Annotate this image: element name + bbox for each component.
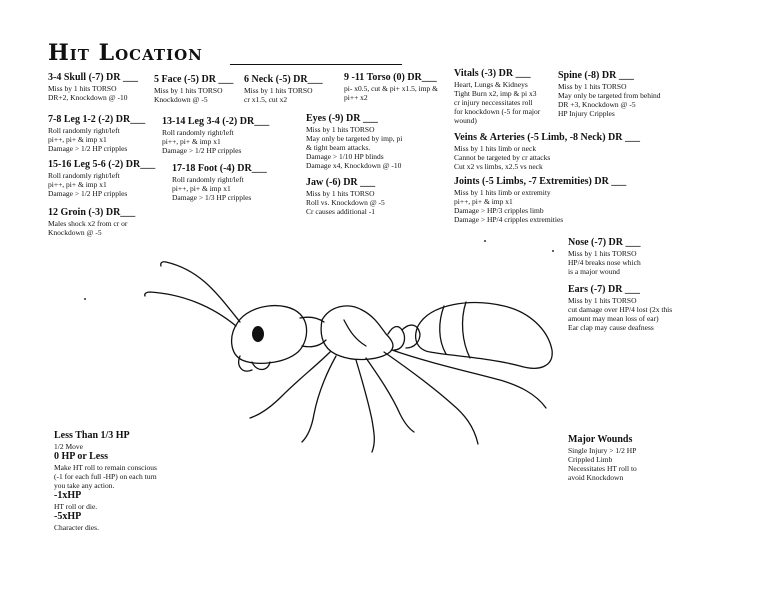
vitals-line: Tight Burn x2, imp & pi x3 [454, 89, 537, 98]
veins-line: Cannot be targeted by cr attacks [454, 153, 551, 162]
page-title: Hit Location [48, 40, 203, 66]
eyes-line: & tight beam attacks. [306, 143, 371, 152]
ears-line: Miss by 1 hits TORSO [568, 296, 637, 305]
torso-line: pi- x0.5, cut & pi+ x1.5, imp & [344, 84, 439, 93]
ant-leg [250, 352, 330, 418]
hp-zero-line: (-1 for each full -HP) on each turn [54, 472, 157, 481]
ears-line: Ear clap may cause deafness [568, 323, 654, 332]
leg34-heading: 13-14 Leg 3-4 (-2) DR___ [162, 116, 270, 127]
ears-heading: Ears (-7) DR ___ [568, 284, 640, 295]
spine-line: Miss by 1 hits TORSO [558, 82, 627, 91]
jaw-line: Cr causes additional -1 [306, 207, 375, 216]
leg12-heading: 7-8 Leg 1-2 (-2) DR___ [48, 114, 146, 125]
joints-line: Damage > HP/4 cripples extremities [454, 215, 564, 224]
joints-heading: Joints (-5 Limbs, -7 Extremities) DR ___ [454, 176, 627, 187]
nose-line: Miss by 1 hits TORSO [568, 249, 637, 258]
vitals-line: for knockdown (-5 for major [454, 107, 541, 116]
jaw-line: Roll vs. Knockdown @ -5 [306, 198, 385, 207]
jaw-heading: Jaw (-6) DR ___ [306, 177, 376, 188]
groin-line: Knockdown @ -5 [48, 228, 102, 237]
spine-line: DR +3, Knockdown @ -5 [558, 100, 636, 109]
eyes-heading: Eyes (-9) DR ___ [306, 113, 378, 124]
veins-line: Miss by 1 hits limb or neck [454, 144, 537, 153]
ant-leg [384, 352, 478, 444]
skull-line: DR+2, Knockdown @ -10 [48, 93, 128, 102]
hp-less-third-heading: Less Than 1/3 HP [54, 430, 130, 441]
spine-heading: Spine (-8) DR ___ [558, 70, 634, 81]
leg12-line: Roll randomly right/left [48, 126, 120, 135]
vitals-heading: Vitals (-3) DR ___ [454, 68, 531, 79]
neck-line: cr x1.5, cut x2 [244, 95, 288, 104]
hp-zero-heading: 0 HP or Less [54, 451, 108, 462]
hp-minus1-heading: -1xHP [54, 490, 82, 501]
ant-leg [366, 358, 414, 432]
ant-leg [356, 360, 374, 452]
ant-antenna [145, 292, 236, 326]
vitals-line: cr injury neccessitates roll [454, 98, 533, 107]
leg34-line: Damage > 1/2 HP cripples [162, 146, 242, 155]
vitals-line: Heart, Lungs & Kidneys [454, 80, 528, 89]
ant-thorax-seam [344, 320, 366, 346]
vitals-line: wound) [454, 116, 477, 125]
ant-gaster [416, 303, 553, 369]
foot-line: Roll randomly right/left [172, 175, 244, 184]
hp-minus1-line: HT roll or die. [54, 502, 98, 511]
major-wounds-line: Necessitates HT roll to [568, 464, 637, 473]
groin-heading: 12 Groin (-3) DR___ [48, 207, 136, 218]
leg34-line: Roll randomly right/left [162, 128, 234, 137]
ant-gaster-band [440, 306, 446, 354]
joints-line: Damage > HP/3 cripples limb [454, 206, 544, 215]
veins-line: Cut x2 vs limbs, x2.5 vs neck [454, 162, 543, 171]
hp-zero-line: you take any action. [54, 481, 115, 490]
neck-line: Miss by 1 hits TORSO [244, 86, 313, 95]
eyes-line: Miss by 1 hits TORSO [306, 125, 375, 134]
leg56-line: Damage > 1/2 HP cripples [48, 189, 128, 198]
nose-line: is a major wound [568, 267, 620, 276]
face-heading: 5 Face (-5) DR ___ [154, 74, 234, 85]
ant-eye [252, 326, 264, 342]
major-wounds-line: Crippled Limb [568, 455, 613, 464]
veins-heading: Veins & Arteries (-5 Limb, -8 Neck) DR ___ [454, 132, 640, 143]
foot-line: pi++, pi+ & imp x1 [172, 184, 231, 193]
ant-gaster-band [463, 302, 470, 358]
major-wounds-heading: Major Wounds [568, 434, 633, 445]
ant-thorax [321, 306, 393, 360]
ears-line: amount may mean loss of ear) [568, 314, 659, 323]
spine-line: HP Injury Cripples [558, 109, 615, 118]
nose-heading: Nose (-7) DR ___ [568, 237, 641, 248]
neck-heading: 6 Neck (-5) DR___ [244, 74, 323, 85]
leg12-line: Damage > 1/2 HP cripples [48, 144, 128, 153]
skull-heading: 3-4 Skull (-7) DR ___ [48, 72, 139, 83]
ant-antenna [161, 262, 240, 322]
face-line: Miss by 1 hits TORSO [154, 86, 223, 95]
hp-minus5-line: Character dies. [54, 523, 99, 532]
leg56-line: pi++, pi+ & imp x1 [48, 180, 107, 189]
joints-line: pi++, pi+ & imp x1 [454, 197, 513, 206]
torso-line: pi++ x2 [344, 93, 368, 102]
ant-leg [302, 356, 336, 442]
ant-mandible [239, 356, 252, 371]
ant-head [232, 306, 307, 364]
hp-less-third-line: 1/2 Move [54, 442, 83, 451]
hp-minus5-heading: -5xHP [54, 511, 82, 522]
joints-line: Miss by 1 hits limb or extremity [454, 188, 551, 197]
leg56-line: Roll randomly right/left [48, 171, 120, 180]
spine-line: May only be targeted from behind [558, 91, 661, 100]
ant-leg [392, 350, 546, 408]
ears-line: cut damage over HP/4 lost (2x this [568, 305, 673, 314]
eyes-line: Damage > 1/10 HP blinds [306, 152, 384, 161]
leg12-line: pi++, pi+ & imp x1 [48, 135, 107, 144]
foot-heading: 17-18 Foot (-4) DR___ [172, 163, 267, 174]
jaw-line: Miss by 1 hits TORSO [306, 189, 375, 198]
eyes-line: Damage x4, Knockdown @ -10 [306, 161, 402, 170]
leg34-line: pi++, pi+ & imp x1 [162, 137, 221, 146]
skull-line: Miss by 1 hits TORSO [48, 84, 117, 93]
nose-line: HP/4 breaks nose which [568, 258, 641, 267]
hp-zero-line: Make HT roll to remain conscious [54, 463, 157, 472]
foot-line: Damage > 1/3 HP cripples [172, 193, 252, 202]
major-wounds-line: avoid Knockdown [568, 473, 624, 482]
torso-heading: 9 -11 Torso (0) DR___ [344, 72, 437, 83]
eyes-line: May only be targeted by imp, pi [306, 134, 403, 143]
major-wounds-line: Single Injury > 1/2 HP [568, 446, 637, 455]
groin-line: Males shock x2 from cr or [48, 219, 128, 228]
leg56-heading: 15-16 Leg 5-6 (-2) DR___ [48, 159, 156, 170]
face-line: Knockdown @ -5 [154, 95, 208, 104]
